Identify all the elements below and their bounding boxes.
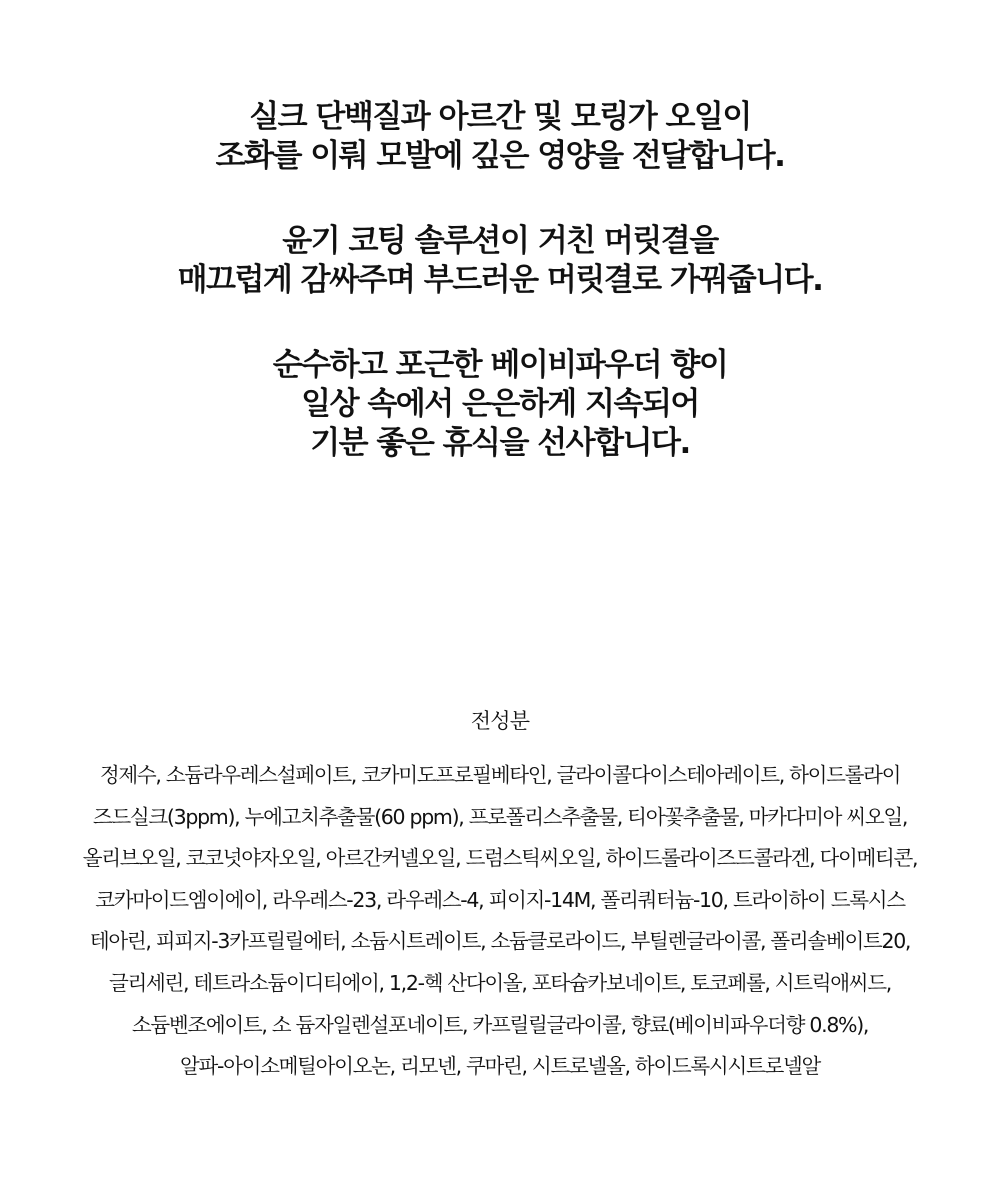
product-description xyxy=(0,98,1000,509)
description-paragraph-1 xyxy=(0,98,1000,176)
ingredients-line: 알파-아이소메틸아이오논, 리모넨, 쿠마린, 시트로넬올, 하이드록시시트로넬알 xyxy=(180,1054,820,1079)
description-line: 조화를 이뤄 모발에 깊은 영양을 전달합니다. xyxy=(215,138,785,174)
description-line: 순수하고 포근한 베이비파우더 향이 xyxy=(272,347,728,383)
ingredients-line: 글리세린, 테트라소듐이디티에이, 1,2-헥 산다이올, 포타슘카보네이트, 토코페롤, 시트릭애씨드, xyxy=(108,970,891,995)
ingredients-line: 정제수, 소듐라우레스설페이트, 코카미도프로필베타인, 글라이콜다이스테아레이트, 하이드롤라이 xyxy=(99,763,901,787)
ingredients-title: 전성분 xyxy=(470,709,530,733)
ingredients-line: 테아린, 피피지-3카프릴릴에터, 소듐시트레이트, 소듐클로라이드, 부틸렌글라이콜, 폴리솔베이트20, xyxy=(89,929,911,954)
ingredients-line: 코카마이드엠이에이, 라우레스-23, 라우레스-4, 피이지-14M, 폴리쿼터늄-10, 트라이하이 드록시스 xyxy=(95,887,905,912)
ingredients-line: 소듐벤조에이트, 소 듐자일렌설포네이트, 카프릴릴글라이콜, 향료(베이비파우더향 0.8%), xyxy=(131,1012,869,1037)
description-line: 매끄럽게 감싸주며 부드러운 머릿결로 가꿔줍니다. xyxy=(177,262,823,298)
description-line: 일상 속에서 은은하게 지속되어 xyxy=(301,386,699,422)
description-line: 실크 단백질과 아르간 및 모링가 오일이 xyxy=(249,99,751,135)
description-line: 윤기 코팅 솔루션이 거친 머릿결을 xyxy=(282,223,718,259)
ingredients-line: 즈드실크(3ppm), 누에고치추출물(60 ppm), 프로폴리스추출물, 티아꽃추출물, 마카다미아 씨오일, xyxy=(92,804,908,829)
description-paragraph-3 xyxy=(0,346,1000,463)
ingredients-section xyxy=(0,706,1000,1088)
description-line: 기분 좋은 휴식을 선사합니다. xyxy=(310,425,690,461)
description-paragraph-2 xyxy=(0,222,1000,300)
ingredients-line: 올리브오일, 코코넛야자오일, 아르간커넬오일, 드럼스틱씨오일, 하이드롤라이즈드콜라겐, 다이메티콘, xyxy=(82,846,918,871)
